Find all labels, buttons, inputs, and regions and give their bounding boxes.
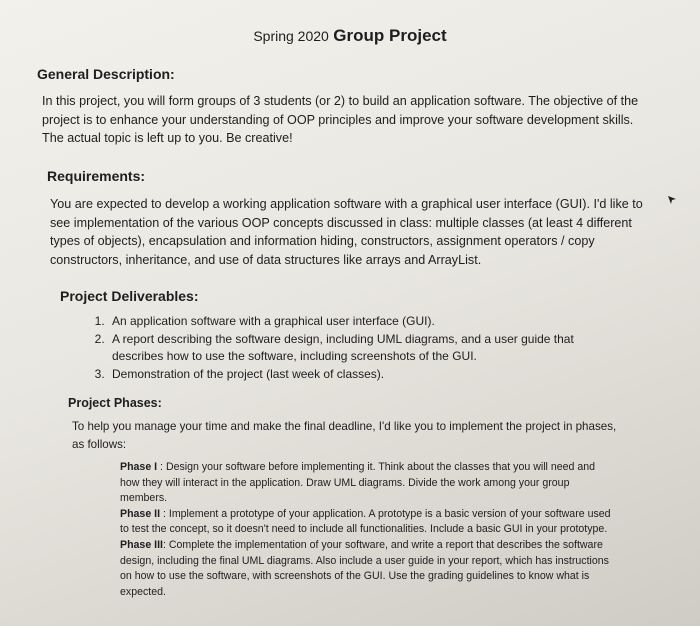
phase-item bbox=[120, 507, 612, 538]
phase-label: Phase I bbox=[120, 461, 158, 473]
title-prefix: Spring 2020 bbox=[253, 28, 329, 44]
general-heading: General Description: bbox=[37, 66, 175, 82]
requirements-heading: Requirements: bbox=[47, 168, 146, 184]
title-main: Group Project bbox=[333, 26, 447, 45]
deliverable-item: 1. An application software with a graphical user interface (GUI). bbox=[108, 313, 608, 331]
phase-label: Phase II bbox=[120, 507, 161, 520]
deliverables-list bbox=[86, 313, 608, 383]
deliverable-item: 2. A report describing the software design, including UML diagrams, and a user guide that describes how to use the software, including screenshots of the GUI. bbox=[108, 331, 608, 366]
phase-text: Implement a prototype of your application. A prototype is a basic version of your software used to test the concept, so it doesn't need to include all functionalities. Include a basic GUI in your prototype. bbox=[120, 507, 611, 536]
phase-sep: : bbox=[157, 461, 166, 473]
phase-sep: : bbox=[160, 507, 169, 520]
page-title bbox=[0, 26, 700, 46]
phase-list bbox=[120, 460, 612, 600]
phase-item bbox=[120, 460, 612, 507]
phases-heading: Project Phases: bbox=[68, 396, 162, 410]
phase-sep: : bbox=[163, 538, 169, 551]
deliverable-item: 3. Demonstration of the project (last week of classes). bbox=[108, 366, 608, 384]
phase-label: Phase III bbox=[120, 538, 163, 551]
phase-text: Design your software before implementing it. Think about the classes that you will need and how they will interact in the application. Draw UML diagrams. Divide the work among your group members. bbox=[120, 461, 596, 505]
phases-intro: To help you manage your time and make the final deadline, I'd like you to implement the project in phases, as follows: bbox=[72, 420, 617, 451]
requirements-text: You are expected to develop a working application software with a graphical user interface (GUI). I'd like to see implementation of the various OOP concepts discussed in class: multiple classes (at least 4 different types of objects), encapsulation and information hiding, constructors, assignment operators / copy constructors, inheritance, and use of data structures like arrays and ArrayList. bbox=[50, 197, 643, 267]
general-text: In this project, you will form groups of 3 students (or 2) to build an application software. The objective of the project is to enhance your understanding of OOP principles and improve your software development skills. The actual topic is left up to you. Be creative! bbox=[42, 94, 639, 146]
deliverables-heading: Project Deliverables: bbox=[60, 288, 199, 304]
phase-text: Complete the implementation of your software, and write a report that describes the software design, including the final UML diagrams. Also include a user guide in your report, which has instructions on how to use the software, with screenshots of the GUI. Use the grading guidelines to know what is expected. bbox=[120, 538, 609, 598]
phase-item bbox=[120, 538, 612, 600]
mouse-cursor-icon bbox=[668, 196, 676, 204]
